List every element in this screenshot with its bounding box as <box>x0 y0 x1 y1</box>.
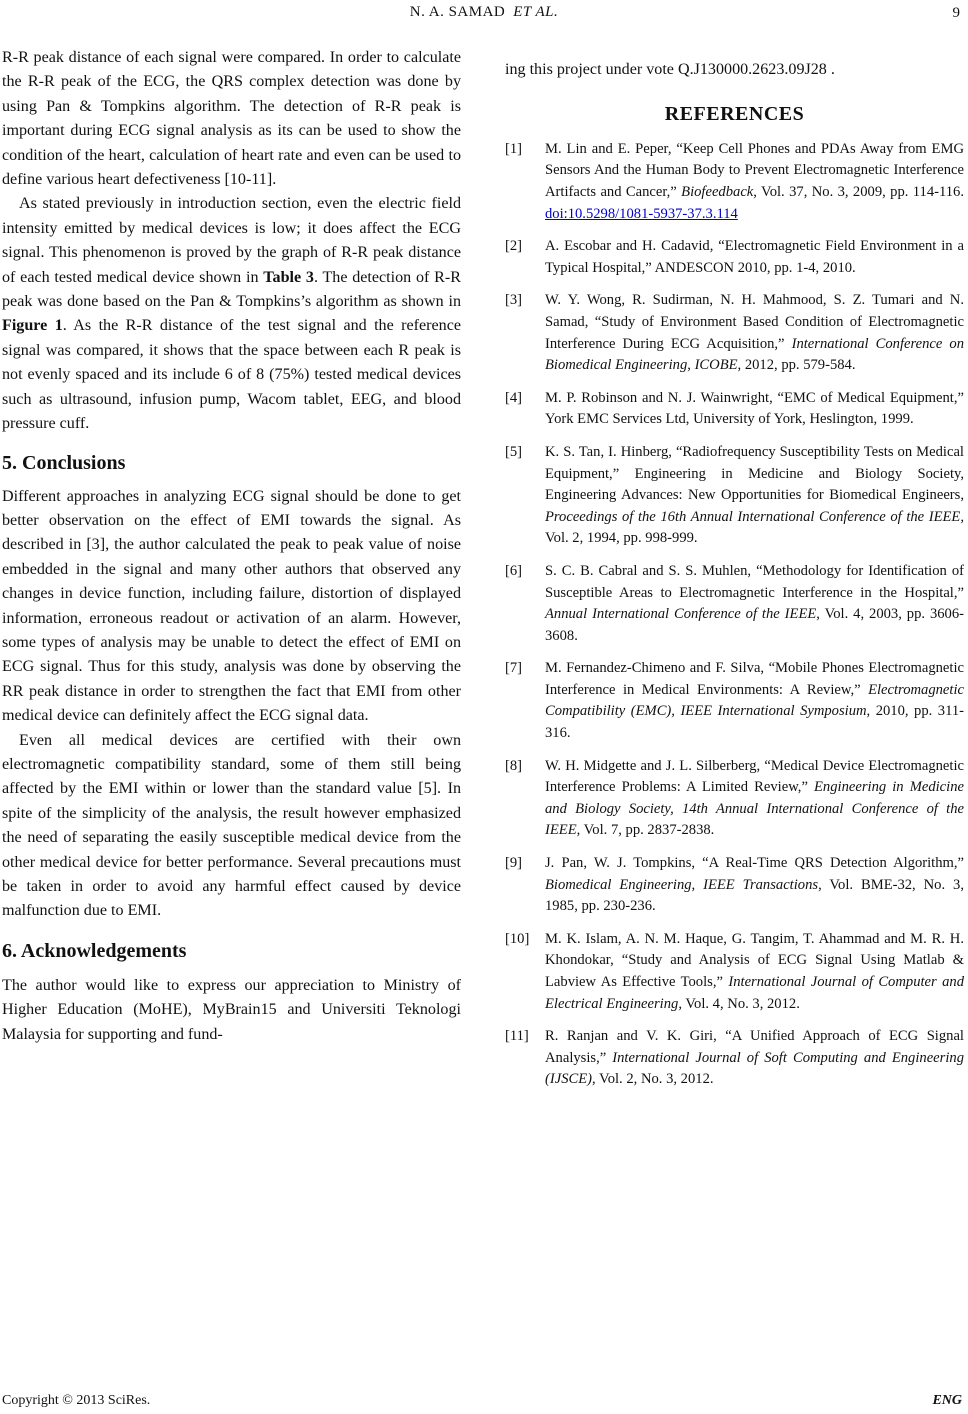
reference-item: [6] S. C. B. Cabral and S. S. Muhlen, “Methodology for Identification of Susceptible Areas to Electromagnetic Interference in the Hospital,” Annual International Conference of the IEEE, Vol. 4, 2003, pp. 3606-3608. <box>505 561 964 647</box>
heading-acknowledgements: 6. Acknowledgements <box>2 939 187 962</box>
running-header <box>0 4 968 21</box>
reference-item: [1] M. Lin and E. Peper, “Keep Cell Phones and PDAs Away from EMG Sensors And the Human Body to Prevent Electromagnetic Interference Artifacts and Cancer,” Biofeedback, Vol. 37, No. 3, 2009, pp. 114-116. doi:10.5298/1081-5937-37.3.114 <box>505 139 964 225</box>
figure-reference: Figure 1 <box>2 317 63 335</box>
reference-item: [5] K. S. Tan, I. Hinberg, “Radiofrequency Susceptibility Tests on Medical Equipment,” Engineering in Medicine and Biology Society, Engineering Advances: New Opportunities for Biomedical Engineers, Proceedings of the 16th Annual International Conference of the IEEE, Vol. 2, 1994, pp. 998-999. <box>505 442 964 550</box>
reference-number: [7] <box>505 660 523 677</box>
reference-number: [2] <box>505 238 523 255</box>
reference-item: [9] J. Pan, W. J. Tompkins, “A Real-Time QRS Detection Algorithm,” Biomedical Engineering, IEEE Transactions, Vol. BME-32, No. 3, 1985, pp. 230-236. <box>505 853 964 918</box>
paragraph-acknowledgement: The author would like to express our appreciation to Ministry of Higher Education (MoHE), MyBrain15 and Universiti Teknologi Malaysia for supporting and fund- <box>2 976 461 1043</box>
heading-conclusions: 5. Conclusions <box>2 451 126 474</box>
reference-number: [4] <box>505 389 523 406</box>
paragraph-acknowledgement-continued: ing this project under vote Q.J130000.2623.09J28 . <box>505 61 835 78</box>
paragraph-rr-peak: R-R peak distance of each signal were compared. In order to calculate the R-R peak of the ECG, the QRS complex detection was done by using Pan & Tompkins algorithm. The detection of R-R peak is important during ECG signal analysis as its can be used to show the condition of the heart, calculation of heart rate and even can be used to define various heart defectiveness [10-11]. <box>2 49 461 189</box>
doi-link[interactable]: doi:10.5298/1081-5937-37.3.114 <box>545 205 738 222</box>
paragraph-field-intensity: As stated previously in introduction section, even the electric field intensity emitted by medical devices is low; it does affect the ECG signal. This phenomenon is proved by the graph of R-R peak distance of each tested medical device shown in Table 3. The detection of R-R peak was done based on the Pan & Tompkins’s algorithm as shown in Figure 1. As the R-R distance of the test signal and the reference signal was compared, it shows that the space between each R peak is not evenly spaced and its include 6 of 8 (75%) tested medical devices such as ultrasound, infusion pump, Wacom tablet, EEG, and blood pressure cuff. <box>2 195 461 433</box>
footer-journal: ENG <box>932 1393 962 1408</box>
header-et-al: ET AL. <box>513 4 559 20</box>
footer-copyright: Copyright © 2013 SciRes. <box>2 1393 151 1408</box>
reference-item: [8] W. H. Midgette and J. L. Silberberg, “Medical Device Electromagnetic Interference Problems: A Limited Review,” Engineering in Medicine and Biology Society, 14th Annual International Conference of the IEEE, Vol. 7, pp. 2837-2838. <box>505 756 964 842</box>
right-column <box>505 58 964 1102</box>
reference-item: [2] A. Escobar and H. Cadavid, “Electromagnetic Field Environment in a Typical Hospital,” ANDESCON 2010, pp. 1-4, 2010. <box>505 236 964 279</box>
header-author: N. A. SAMAD <box>409 4 506 20</box>
reference-number: [8] <box>505 757 523 774</box>
paragraph-approaches: Different approaches in analyzing ECG signal should be done to get better observation on the effect of EMI towards the signal. As described in [3], the author calculated the peak to peak value of noise embedded in the signal and many other authors that observed any changes in device function, including failure, distortion of displayed information, erroneous readout or activation of an alarm. However, some types of analysis may be unable to detect the effect of EMI on ECG signal. Thus for this study, analysis was done by observing the RR peak distance in order to strengthen the fact that EMI from other medical device can definitely affect the ECG signal data. <box>2 487 461 725</box>
table-reference: Table 3 <box>263 268 314 286</box>
references-title: REFERENCES <box>664 103 805 126</box>
reference-number: [6] <box>505 562 523 579</box>
paragraph-certified: Even all medical devices are certified with their own electromagnetic compatibility standard, some of them still being affected by the EMI within or lower than the standard value [5]. In spite of the simplicity of the analysis, the result however emphasized the need of separating the easily susceptible medical device from the other medical device for better performance. Several precautions must be taken in order to avoid any harmful effect caused by device malfunction due to EMI. <box>2 731 461 920</box>
reference-number: [3] <box>505 292 523 309</box>
left-column <box>2 46 461 1047</box>
reference-number: [10] <box>505 930 530 947</box>
reference-number: [1] <box>505 140 523 157</box>
reference-item: [4] M. P. Robinson and N. J. Wainwright, “EMC of Medical Equipment,” York EMC Services Ltd, University of York, Heslington, 1999. <box>505 388 964 431</box>
reference-item: [3] W. Y. Wong, R. Sudirman, N. H. Mahmood, S. Z. Tumari and N. Samad, “Study of Environment Based Condition of Electromagnetic Interference During ECG Acquisition,” International Conference on Biomedical Engineering, ICOBE, 2012, pp. 579-584. <box>505 290 964 376</box>
reference-item: [10] M. K. Islam, A. N. M. Haque, G. Tangim, T. Ahammad and M. R. H. Khondokar, “Study and Analysis of ECG Signal Using Matlab & Labview As Effective Tools,” International Journal of Computer and Electrical Engineering, Vol. 4, No. 3, 2012. <box>505 929 964 1015</box>
reference-item: [11] R. Ranjan and V. K. Giri, “A Unified Approach of ECG Signal Analysis,” International Journal of Soft Computing and Engineering (IJSCE), Vol. 2, No. 3, 2012. <box>505 1026 964 1091</box>
reference-number: [9] <box>505 855 523 872</box>
page-number: 9 <box>952 5 960 21</box>
reference-item: [7] M. Fernandez-Chimeno and F. Silva, “Mobile Phones Electromagnetic Interference in Medical Environments: A Review,” Electromagnetic Compatibility (EMC), IEEE International Symposium, 2010, pp. 311-316. <box>505 658 964 744</box>
reference-number: [5] <box>505 443 523 460</box>
reference-number: [11] <box>505 1028 529 1045</box>
